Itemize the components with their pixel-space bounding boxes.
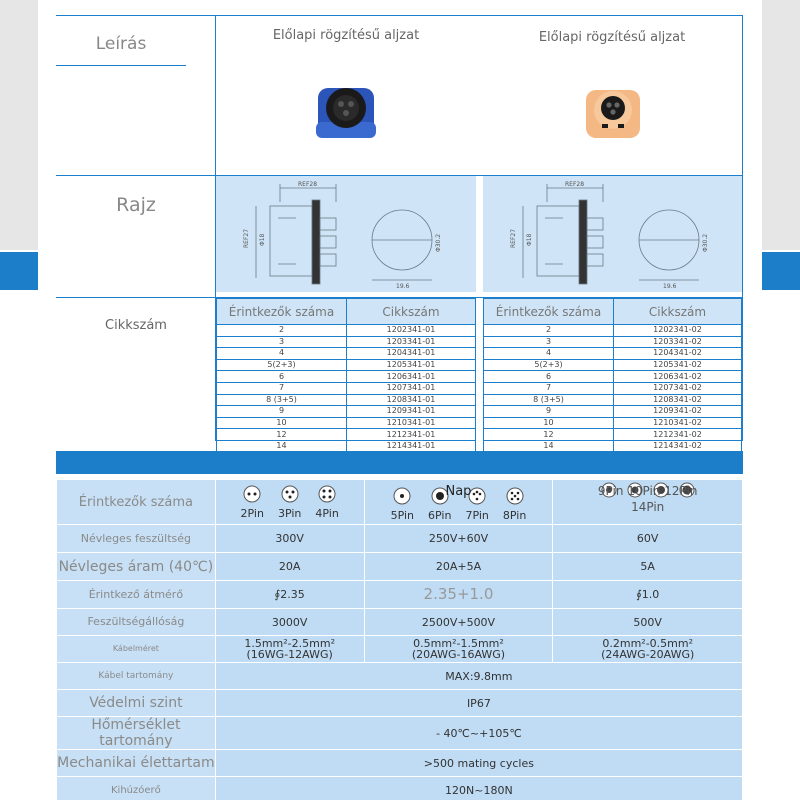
dim-30-2: Φ30.2 bbox=[702, 233, 709, 252]
pin-4-item bbox=[315, 485, 338, 520]
insertion-force-value: 120N~180N bbox=[215, 777, 742, 800]
spec-label: Névleges feszültség bbox=[57, 525, 216, 553]
spec-value-a: 1.5mm²-2.5mm² (16WG-12AWG) bbox=[215, 636, 364, 663]
product-left-title: Előlapi rögzítésű aljzat bbox=[272, 28, 420, 43]
partno-cell: 1210341-02 bbox=[614, 417, 742, 429]
spec-value-a: 20A bbox=[215, 553, 364, 581]
spec-value-c: 0.2mm²-0.5mm² (24AWG-20AWG) bbox=[553, 636, 743, 663]
partno-label: Cikkszám bbox=[105, 318, 167, 333]
table-row bbox=[484, 417, 742, 429]
contacts-cell: 10 bbox=[484, 417, 614, 429]
protection-label: Védelmi szint bbox=[57, 690, 216, 717]
partno-cell: 1214341-02 bbox=[614, 440, 742, 452]
dim-18: Φ18 bbox=[526, 233, 533, 246]
pin-group-3-sub: 14Pin bbox=[631, 500, 665, 514]
grid-line bbox=[742, 15, 743, 441]
spec-value-c: 5A bbox=[553, 553, 743, 581]
spec-row bbox=[57, 553, 743, 581]
orange-connector-photo bbox=[582, 84, 644, 142]
table-row bbox=[217, 429, 476, 441]
description-label: Leírás bbox=[95, 34, 147, 54]
grid-line bbox=[56, 65, 186, 66]
table-row bbox=[484, 348, 742, 360]
contacts-cell: 9 bbox=[217, 406, 347, 418]
col-partno-header: Cikkszám bbox=[347, 299, 476, 325]
pin-4-icon bbox=[318, 485, 336, 503]
left-grey-band bbox=[0, 0, 38, 250]
table-row bbox=[484, 336, 742, 348]
col-partno-header: Cikkszám bbox=[614, 299, 742, 325]
table-row bbox=[217, 359, 476, 371]
left-blue-band bbox=[0, 252, 38, 290]
table-row bbox=[217, 406, 476, 418]
contacts-cell: 5(2+3) bbox=[217, 359, 347, 371]
spec-value-b: 250V+60V bbox=[364, 525, 553, 553]
spec-label: Feszültségállóság bbox=[57, 609, 216, 636]
partno-cell: 1202341-01 bbox=[347, 325, 476, 337]
dim-ref-width: REF28 bbox=[298, 181, 318, 188]
partno-table-right bbox=[483, 298, 742, 453]
table-row bbox=[484, 429, 742, 441]
partno-cell: 1206341-02 bbox=[614, 371, 742, 383]
right-blue-band bbox=[762, 252, 800, 290]
spec-value-b: 0.5mm²-1.5mm² (20AWG-16AWG) bbox=[364, 636, 553, 663]
spec-label: Érintkező átmérő bbox=[57, 581, 216, 609]
partno-cell: 1209341-01 bbox=[347, 406, 476, 418]
table-row bbox=[217, 348, 476, 360]
table-row bbox=[484, 371, 742, 383]
spec-value-a: 3000V bbox=[215, 609, 364, 636]
dim-ref-width: REF28 bbox=[565, 181, 585, 188]
grid-line bbox=[56, 15, 743, 16]
spec-row bbox=[57, 636, 743, 663]
spec-row bbox=[57, 609, 743, 636]
spec-value-a: 300V bbox=[215, 525, 364, 553]
table-row bbox=[217, 394, 476, 406]
contacts-cell: 6 bbox=[217, 371, 347, 383]
partno-cell: 1212341-02 bbox=[614, 429, 742, 441]
right-grey-band bbox=[762, 0, 800, 250]
spec-label: Kábelméret bbox=[57, 636, 216, 663]
partno-cell: 1202341-02 bbox=[614, 325, 742, 337]
partno-cell: 1212341-01 bbox=[347, 429, 476, 441]
spec-row bbox=[57, 525, 743, 553]
spec-value-b: 2.35+1.0 bbox=[364, 581, 553, 609]
mechanical-life-value: >500 mating cycles bbox=[215, 750, 742, 777]
contacts-cell: 3 bbox=[484, 336, 614, 348]
table-row bbox=[484, 406, 742, 418]
contacts-cell: 5(2+3) bbox=[484, 359, 614, 371]
partno-cell: 1208341-02 bbox=[614, 394, 742, 406]
dim-19-6: 19.6 bbox=[396, 283, 410, 290]
pin-label: 7Pin bbox=[465, 508, 489, 522]
partno-cell: 1204341-01 bbox=[347, 348, 476, 360]
section-divider-bar bbox=[56, 451, 743, 474]
contacts-cell: 14 bbox=[217, 440, 347, 452]
spec-label: Névleges áram (40℃) bbox=[57, 553, 216, 581]
partno-table-left bbox=[216, 298, 476, 453]
pin-label: 3Pin bbox=[277, 506, 302, 520]
partno-cell: 1205341-02 bbox=[614, 359, 742, 371]
contacts-count-label: Érintkezők száma bbox=[57, 480, 216, 525]
pin-group-1 bbox=[215, 480, 364, 525]
table-row bbox=[217, 325, 476, 337]
pin-label: 5Pin bbox=[390, 508, 415, 522]
partno-cell: 1206341-01 bbox=[347, 371, 476, 383]
table-row bbox=[484, 359, 742, 371]
col-contacts-header: Érintkezők száma bbox=[217, 299, 347, 325]
partno-cell: 1208341-01 bbox=[347, 394, 476, 406]
partno-cell: 1207341-02 bbox=[614, 382, 742, 394]
pin-label: 4Pin bbox=[315, 506, 339, 520]
spec-value-c: 60V bbox=[553, 525, 743, 553]
dim-30-2: Φ30.2 bbox=[435, 233, 442, 252]
contacts-cell: 4 bbox=[217, 348, 347, 360]
table-row bbox=[484, 325, 742, 337]
pin-label: 2Pin bbox=[240, 506, 264, 520]
technical-drawing-left bbox=[240, 178, 470, 294]
insertion-force-label: Kihúzóerő bbox=[57, 777, 216, 800]
temperature-label: Hőmérséklet tartomány bbox=[57, 717, 216, 750]
contacts-cell: 7 bbox=[484, 382, 614, 394]
table-row bbox=[484, 382, 742, 394]
pin-2-item bbox=[241, 485, 264, 520]
contacts-cell: 12 bbox=[484, 429, 614, 441]
technical-drawing-right bbox=[507, 178, 737, 294]
cable-range-label: Kábel tartomány bbox=[57, 663, 216, 690]
table-row bbox=[217, 371, 476, 383]
contacts-cell: 12 bbox=[217, 429, 347, 441]
pin-group-3-header: 9Pin 10Pin 12Pin bbox=[597, 484, 698, 498]
contacts-cell: 2 bbox=[217, 325, 347, 337]
contacts-cell: 8 (3+5) bbox=[217, 394, 347, 406]
pin-label: 6Pin bbox=[428, 508, 452, 522]
partno-cell: 1203341-01 bbox=[347, 336, 476, 348]
contacts-cell: 3 bbox=[217, 336, 347, 348]
contacts-cell: 9 bbox=[484, 406, 614, 418]
pin-group-2 bbox=[364, 480, 553, 525]
partno-cell: 1204341-02 bbox=[614, 348, 742, 360]
partno-cell: 1207341-01 bbox=[347, 382, 476, 394]
pin-group-2-header: Nap bbox=[445, 484, 472, 499]
partno-cell: 1205341-01 bbox=[347, 359, 476, 371]
spec-row bbox=[57, 581, 743, 609]
partno-cell: 1214341-01 bbox=[347, 440, 476, 452]
pin-label: 8Pin bbox=[502, 508, 527, 522]
dim-ref-height: REF27 bbox=[243, 228, 250, 248]
pin-group-3 bbox=[553, 480, 743, 525]
blue-connector-photo bbox=[314, 82, 378, 142]
contacts-cell: 8 (3+5) bbox=[484, 394, 614, 406]
table-row bbox=[217, 336, 476, 348]
spec-value-c: 500V bbox=[553, 609, 743, 636]
pin-3-item bbox=[278, 485, 301, 520]
spec-value-b: 2500V+500V bbox=[364, 609, 553, 636]
table-row bbox=[217, 417, 476, 429]
spec-value-b: 20A+5A bbox=[364, 553, 553, 581]
contacts-cell: 14 bbox=[484, 440, 614, 452]
pin-2-icon bbox=[243, 485, 261, 503]
contacts-cell: 2 bbox=[484, 325, 614, 337]
mechanical-life-label: Mechanikai élettartam bbox=[57, 750, 216, 777]
product-right-title: Előlapi rögzítésű aljzat bbox=[538, 30, 686, 45]
temperature-value: - 40℃~+105℃ bbox=[215, 717, 742, 750]
dim-ref-height: REF27 bbox=[510, 228, 517, 248]
spec-value-a: ∮2.35 bbox=[215, 581, 364, 609]
spec-table bbox=[56, 479, 743, 800]
table-row bbox=[484, 394, 742, 406]
drawing-label: Rajz bbox=[116, 194, 156, 216]
partno-cell: 1210341-01 bbox=[347, 417, 476, 429]
partno-cell: 1203341-02 bbox=[614, 336, 742, 348]
dim-19-6: 19.6 bbox=[663, 283, 677, 290]
pin-3-icon bbox=[281, 485, 299, 503]
contacts-cell: 10 bbox=[217, 417, 347, 429]
protection-value: IP67 bbox=[215, 690, 742, 717]
partno-cell: 1209341-02 bbox=[614, 406, 742, 418]
cable-range-value: MAX:9.8mm bbox=[215, 663, 742, 690]
contacts-cell: 7 bbox=[217, 382, 347, 394]
dim-18: Φ18 bbox=[259, 233, 266, 246]
table-row bbox=[217, 382, 476, 394]
col-contacts-header: Érintkezők száma bbox=[484, 299, 614, 325]
contacts-cell: 6 bbox=[484, 371, 614, 383]
spec-value-c: ∮1.0 bbox=[553, 581, 743, 609]
contacts-cell: 4 bbox=[484, 348, 614, 360]
